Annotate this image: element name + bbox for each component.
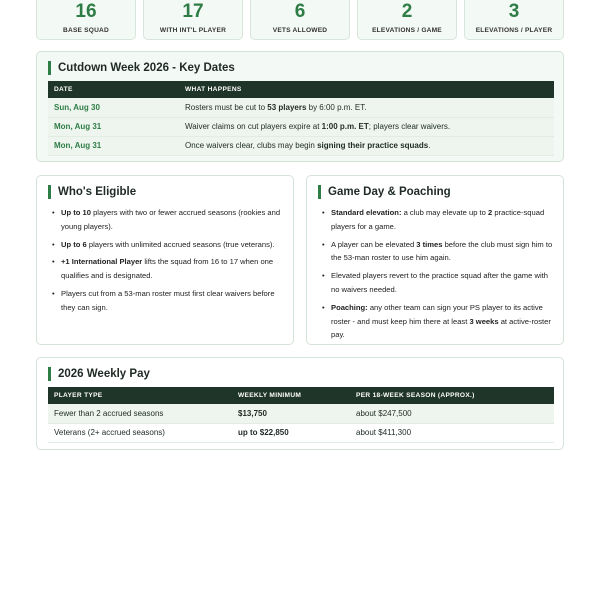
table-row — [48, 117, 554, 136]
eligible-card — [36, 175, 294, 345]
stat-label: BASE SQUAD — [63, 27, 109, 34]
row-weekly-minimum: up to $22,850 — [232, 423, 350, 442]
row-description: Once waivers clear, clubs may begin signing their practice squads. — [179, 136, 554, 155]
stat-label: ELEVATIONS / PLAYER — [475, 27, 553, 34]
table-row — [48, 404, 554, 423]
stat-tile — [36, 0, 136, 40]
list-item: • Standard elevation: a club may elevate up to 2 practice-squad players for a game. — [319, 206, 553, 234]
row-player-type: Veterans (2+ accrued seasons) — [48, 423, 232, 442]
stat-value: 2 — [401, 1, 413, 22]
list-item: • Up to 6 players with unlimited accrued seasons (true veterans). — [49, 238, 283, 252]
stat-value: 17 — [182, 1, 204, 22]
column-header-weekly-minimum: WEEKLY MINIMUM — [232, 387, 350, 404]
table-header-row — [48, 81, 554, 98]
column-header-what: WHAT HAPPENS — [179, 81, 554, 98]
pay-title: 2026 Weekly Pay — [48, 367, 150, 381]
cutdown-table — [48, 81, 554, 156]
stat-value: 3 — [508, 1, 520, 22]
eligible-list — [49, 206, 283, 319]
pay-card — [36, 357, 564, 450]
table-row — [48, 423, 554, 442]
stats-bar — [36, 0, 564, 40]
table-header-row — [48, 387, 554, 404]
list-item: • +1 International Player lifts the squad from 16 to 17 when one qualifies and is designated. — [49, 255, 283, 283]
row-description: Rosters must be cut to 53 players by 6:00 p.m. ET. — [179, 98, 554, 117]
stat-tile — [464, 0, 564, 40]
gameday-title: Game Day & Poaching — [318, 185, 451, 199]
stat-value: 16 — [75, 1, 97, 22]
pay-table — [48, 387, 554, 443]
row-date: Sun, Aug 30 — [48, 98, 179, 117]
row-weekly-minimum: $13,750 — [232, 404, 350, 423]
row-season-pay: about $247,500 — [350, 404, 554, 423]
stat-tile — [250, 0, 350, 40]
table-row — [48, 136, 554, 155]
row-season-pay: about $411,300 — [350, 423, 554, 442]
row-date: Mon, Aug 31 — [48, 117, 179, 136]
gameday-list — [319, 206, 553, 346]
column-header-season: PER 18-WEEK SEASON (APPROX.) — [350, 387, 554, 404]
row-description: Waiver claims on cut players expire at 1:00 p.m. ET; players clear waivers. — [179, 117, 554, 136]
table-row — [48, 98, 554, 117]
list-item: • Poaching: any other team can sign your PS player to its active roster - and must keep him there at least 3 weeks at active-roster pay. — [319, 301, 553, 342]
stat-tile — [143, 0, 243, 40]
gameday-card — [306, 175, 564, 345]
stat-label: WITH INT'L PLAYER — [159, 27, 227, 34]
column-header-player-type: PLAYER TYPE — [48, 387, 232, 404]
cutdown-card — [36, 51, 564, 162]
stat-tile — [357, 0, 457, 40]
column-header-date: DATE — [48, 81, 179, 98]
stat-label: ELEVATIONS / GAME — [372, 27, 442, 34]
eligible-title: Who's Eligible — [48, 185, 136, 199]
stat-value: 6 — [294, 1, 306, 22]
stat-label: VETS ALLOWED — [272, 27, 328, 34]
list-item: • Up to 10 players with two or fewer accrued seasons (rookies and young players). — [49, 206, 283, 234]
cutdown-title: Cutdown Week 2026 - Key Dates — [48, 61, 235, 75]
list-item: • A player can be elevated 3 times before the club must sign him to the 53-man roster to use him again. — [319, 238, 553, 266]
list-item: • Elevated players revert to the practice squad after the game with no waivers needed. — [319, 269, 553, 297]
row-date: Mon, Aug 31 — [48, 136, 179, 155]
list-item: • Players cut from a 53-man roster must first clear waivers before they can sign. — [49, 287, 283, 315]
row-player-type: Fewer than 2 accrued seasons — [48, 404, 232, 423]
